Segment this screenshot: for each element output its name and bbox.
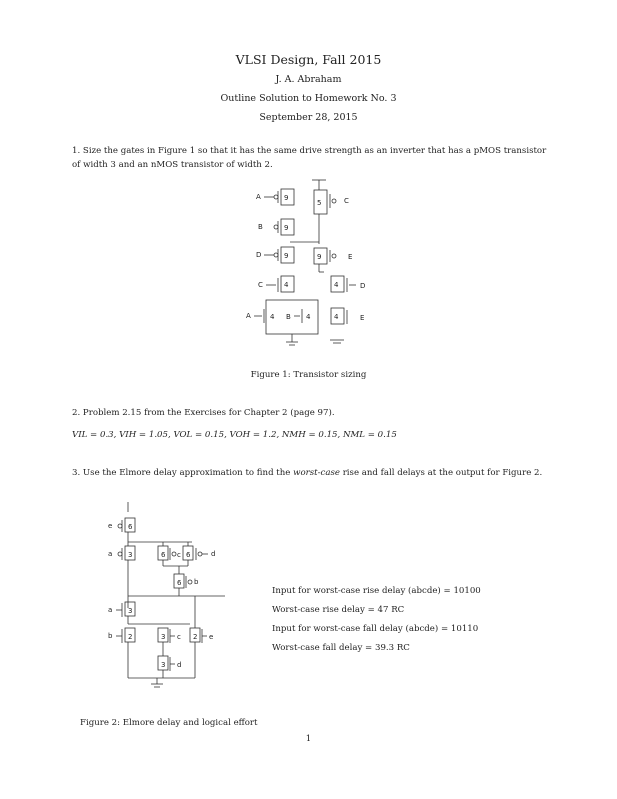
label-b2: b — [108, 632, 113, 640]
width-2b: 2 — [193, 633, 198, 641]
label-B: B — [258, 223, 263, 231]
width-6d: 6 — [177, 579, 182, 587]
width-3d: 3 — [161, 661, 166, 669]
question-3-text — [72, 466, 550, 480]
question-2-answer: VIL = 0.3, VIH = 1.05, VOL = 0.15, VOH = 1.2, NMH = 0.15, NML = 0.15 — [72, 430, 397, 440]
result-rise-input: Input for worst-case rise delay (abcde) = 10100 — [272, 586, 481, 596]
label-a: a — [108, 550, 113, 558]
label-e: e — [108, 522, 113, 530]
width-6b: 6 — [161, 551, 166, 559]
width-3b: 3 — [128, 607, 133, 615]
width-4a: 4 — [284, 281, 289, 289]
page-number: 1 — [305, 734, 312, 744]
label-C2: C — [258, 281, 263, 289]
q3-text-emphasis: worst-case — [293, 468, 340, 478]
label-E2: E — [360, 314, 365, 322]
label-B2: B — [286, 313, 291, 321]
width-6c: 6 — [186, 551, 191, 559]
result-fall-delay: Worst-case fall delay = 39.3 RC — [272, 643, 410, 653]
label-d: d — [211, 550, 216, 558]
width-9a: 9 — [284, 194, 289, 202]
label-A2: A — [246, 312, 251, 320]
figure-2-caption: Figure 2: Elmore delay and logical effort — [80, 718, 258, 728]
label-c: c — [177, 551, 181, 559]
width-3c: 3 — [161, 633, 166, 641]
label-d2: d — [177, 661, 182, 669]
label-b: b — [194, 578, 199, 586]
label-c2: c — [177, 633, 181, 641]
label-D: D — [256, 251, 262, 259]
width-4b: 4 — [270, 313, 275, 321]
question-2-text: 2. Problem 2.15 from the Exercises for Chapter 2 (page 97). — [72, 408, 335, 418]
result-fall-input: Input for worst-case fall delay (abcde) = 10110 — [272, 624, 479, 634]
label-a2: a — [108, 606, 113, 614]
width-6a: 6 — [128, 523, 133, 531]
author: J. A. Abraham — [275, 74, 342, 85]
question-1-text: 1. Size the gates in Figure 1 so that it has the same drive strength as an inverter that has a pMOS transistor of width 3 and an nMOS transistor of width 2. — [72, 146, 547, 170]
width-4e: 4 — [334, 313, 339, 321]
q3-text-after: rise and fall delays at the output for Figure 2. — [342, 468, 543, 478]
width-4c: 4 — [306, 313, 311, 321]
subtitle: Outline Solution to Homework No. 3 — [220, 93, 397, 104]
date: September 28, 2015 — [259, 112, 358, 123]
width-9c: 9 — [284, 252, 289, 260]
q3-text-before: 3. Use the Elmore delay approximation to find the — [72, 468, 291, 478]
label-e2: e — [209, 633, 214, 641]
width-3a: 3 — [128, 551, 133, 559]
figure-1-transistor-sizing — [230, 172, 390, 352]
label-C: C — [344, 197, 349, 205]
label-E: E — [348, 253, 353, 261]
label-D2: D — [360, 282, 366, 290]
width-9d: 9 — [317, 253, 322, 261]
page-title: VLSI Design, Fall 2015 — [235, 52, 382, 67]
label-A: A — [256, 193, 261, 201]
width-5: 5 — [317, 199, 322, 207]
figure-2-circuit — [100, 498, 235, 694]
width-2a: 2 — [128, 633, 133, 641]
figure-1-caption: Figure 1: Transistor sizing — [250, 370, 367, 380]
width-4d: 4 — [334, 281, 339, 289]
width-9b: 9 — [284, 224, 289, 232]
result-rise-delay: Worst-case rise delay = 47 RC — [272, 605, 405, 615]
